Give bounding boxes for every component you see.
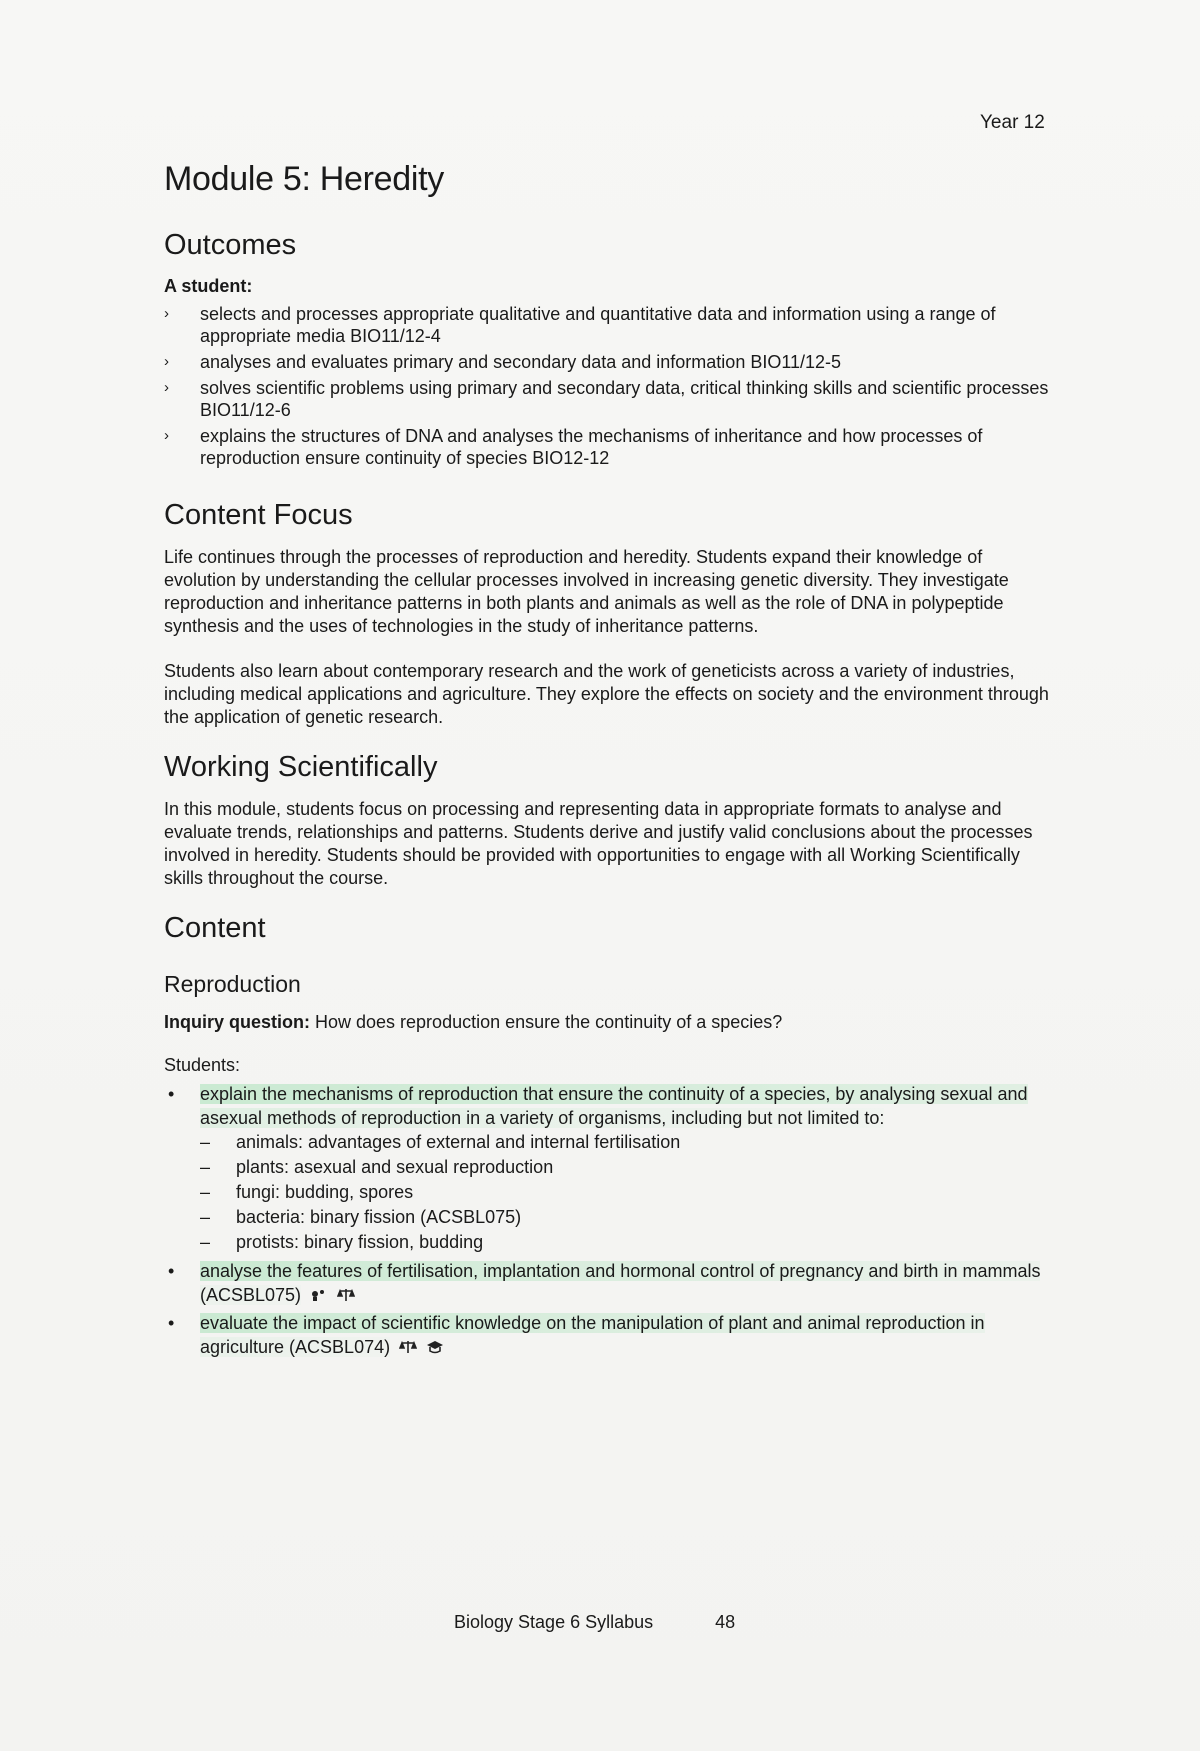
year-label: Year 12	[980, 112, 1045, 133]
sub-list-item: – fungi: budding, spores	[200, 1182, 414, 1202]
content-section	[164, 912, 1054, 1359]
list-item: › solves scientific problems using primary and secondary data, critical thinking skills and scientific processes BIO11/12-6	[164, 378, 1049, 420]
working-scientifically-paragraph: In this module, students focus on processing and representing data in appropriate formats to analyse and evaluate trends, relationships and patterns. Students derive and justify valid conclusions about the processes involved in heredity. Students should be provided with opportunities to engage with all Working Scientifically skills throughout the course.	[164, 799, 1033, 888]
list-item: • evaluate the impact of scientific knowledge on the manipulation of plant and animal reproduction in agriculture (ACSBL074)	[168, 1313, 985, 1357]
list-item: › explains the structures of DNA and analyses the mechanisms of inheritance and how processes of reproduction ensure continuity of species BIO12-12	[164, 426, 983, 468]
content-heading: Content	[164, 912, 266, 944]
inquiry-question: Inquiry question: How does reproduction ensure the continuity of a species?	[164, 1012, 783, 1032]
sub-list-item: – animals: advantages of external and internal fertilisation	[200, 1132, 681, 1152]
list-item: › analyses and evaluates primary and secondary data and information BIO11/12-5	[164, 352, 842, 372]
content-list	[164, 1082, 1054, 1359]
work-and-enterprise-icon	[426, 1340, 444, 1354]
outcomes-list	[164, 303, 1054, 469]
sub-list-item: – plants: asexual and sexual reproduction	[200, 1157, 554, 1177]
content-focus-paragraph: Life continues through the processes of reproduction and heredity. Students expand their knowledge of evolution by understanding the cellular processes involved in increasing genetic diversity. They investigate reproduction and inheritance patterns in both plants and animals as well as the role of DNA in polypeptide synthesis and the uses of technologies in the study of inheritance patterns.	[164, 547, 1009, 636]
reproduction-subheading: Reproduction	[164, 971, 301, 997]
working-scientifically-heading: Working Scientifically	[164, 751, 438, 783]
outcomes-section	[164, 229, 1054, 469]
outcomes-heading: Outcomes	[164, 229, 297, 261]
chevron-right-icon: ›	[164, 305, 169, 322]
bullet-icon: •	[168, 1261, 175, 1281]
list-item: › selects and processes appropriate qualitative and quantitative data and information using a range of appropriate media BIO11/12-4	[164, 304, 996, 346]
chevron-right-icon: ›	[164, 427, 169, 444]
outcomes-lead: A student:	[164, 276, 253, 296]
chevron-right-icon: ›	[164, 379, 169, 396]
content-focus-section	[164, 499, 1054, 729]
bullet-icon: •	[168, 1313, 175, 1333]
list-item: • analyse the features of fertilisation, implantation and hormonal control of pregnancy and birth in mammals (ACSBL075)	[168, 1261, 1041, 1305]
bullet-icon: •	[168, 1084, 175, 1104]
sub-list	[200, 1130, 1054, 1255]
page-content	[164, 160, 1054, 1373]
content-focus-heading: Content Focus	[164, 499, 353, 531]
chevron-right-icon: ›	[164, 353, 169, 370]
ethical-understanding-icon	[337, 1288, 355, 1302]
list-item: • explain the mechanisms of reproduction that ensure the continuity of a species, by analysing sexual and asexual methods of reproduction in a variety of organisms, including but not limited to: – animals: advantages of external and internal fertilisation – plants: asexual and sexual reproduction – fungi: budding, spores – bacteria: binary fission (ACSBL075) – protists: binary fission, budding	[164, 1082, 1054, 1255]
students-label: Students:	[164, 1055, 241, 1075]
page-footer	[454, 1612, 735, 1633]
page-number: 48	[715, 1612, 736, 1632]
critical-thinking-icon	[310, 1288, 328, 1302]
footer-title: Biology Stage 6 Syllabus	[454, 1612, 654, 1632]
page-title: Module 5: Heredity	[164, 160, 444, 198]
sub-list-item: – bacteria: binary fission (ACSBL075)	[200, 1207, 522, 1227]
ethical-understanding-icon	[399, 1340, 417, 1354]
content-focus-paragraph: Students also learn about contemporary research and the work of geneticists across a variety of industries, including medical applications and agriculture. They explore the effects on society and the environment through the application of genetic research.	[164, 661, 1049, 727]
working-scientifically-section	[164, 751, 1054, 890]
sub-list-item: – protists: binary fission, budding	[200, 1232, 484, 1252]
